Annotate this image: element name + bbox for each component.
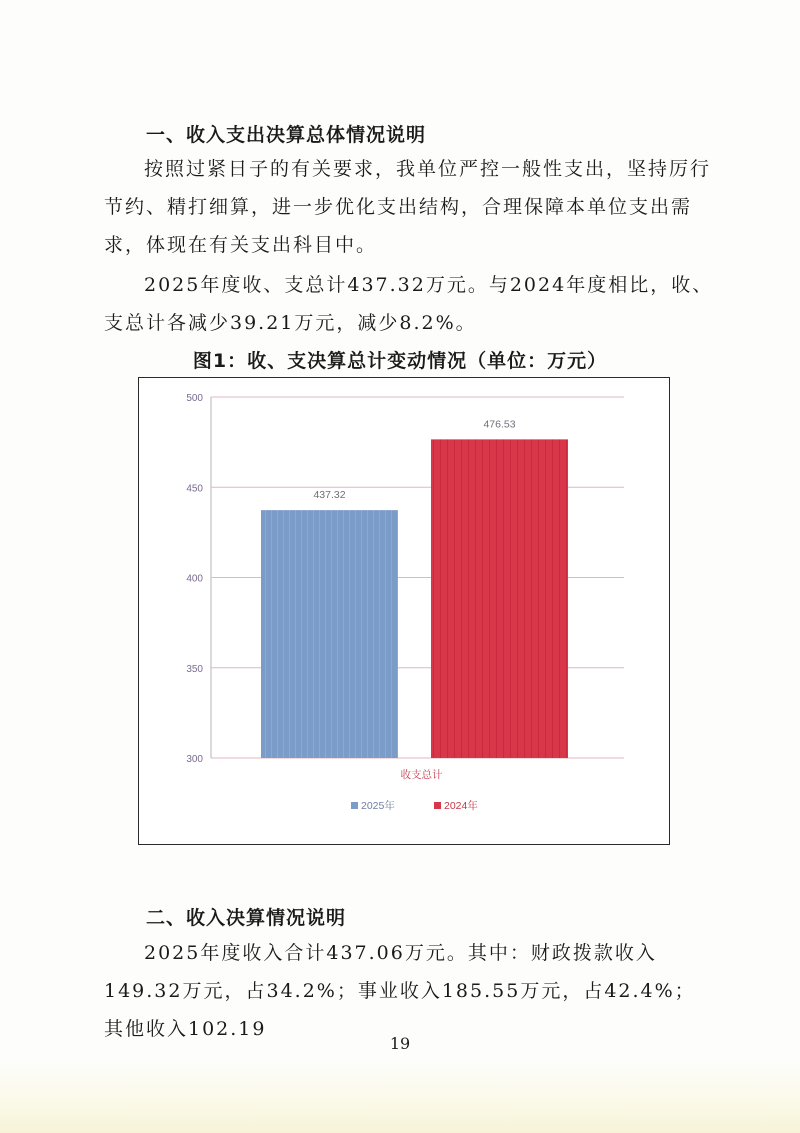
bar-data-label: 437.32 bbox=[313, 489, 346, 502]
page-number: 19 bbox=[389, 1034, 411, 1053]
y-tick-label: 300 bbox=[186, 754, 203, 765]
section-1-paragraph-1: 按照过紧日子的有关要求，我单位严控一般性支出，坚持厉行节约、精打细算，进一步优化支出结构，合理保障本单位支出需求，体现在有关支出科目中。 bbox=[104, 158, 712, 256]
y-tick-label: 350 bbox=[186, 663, 203, 675]
bar-2024年 bbox=[431, 439, 568, 758]
legend-swatch bbox=[434, 802, 441, 809]
x-category-label: 收支总计 bbox=[400, 769, 443, 781]
bar-chart bbox=[139, 378, 668, 843]
legend-label: 2024年 bbox=[444, 800, 478, 812]
legend-swatch bbox=[351, 802, 358, 809]
page-bottom-band bbox=[0, 1060, 800, 1133]
bar-data-label: 476.53 bbox=[483, 418, 516, 431]
bar-2025年 bbox=[261, 510, 398, 758]
section-1-paragraph-2: 2025年度收、支总计437.32万元。与2024年度相比，收、支总计各减少39.21万元，减少8.2%。 bbox=[104, 274, 714, 334]
y-tick-label: 500 bbox=[186, 393, 203, 404]
figure-title: 图1：收、支决算总计变动情况（单位：万元） bbox=[192, 350, 608, 372]
y-tick-label: 450 bbox=[186, 483, 203, 495]
section-2-paragraph-1: 2025年度收入合计437.06万元。其中：财政拨款收入149.32万元，占34.2%；事业收入185.55万元，占42.4%；其他收入102.19 bbox=[104, 942, 696, 1040]
legend-label: 2025年 bbox=[361, 800, 395, 812]
section-1-heading: 一、收入支出决算总体情况说明 bbox=[146, 124, 427, 146]
chart-frame bbox=[138, 377, 670, 845]
section-2-heading: 二、收入决算情况说明 bbox=[146, 907, 347, 929]
y-tick-label: 400 bbox=[186, 573, 203, 585]
